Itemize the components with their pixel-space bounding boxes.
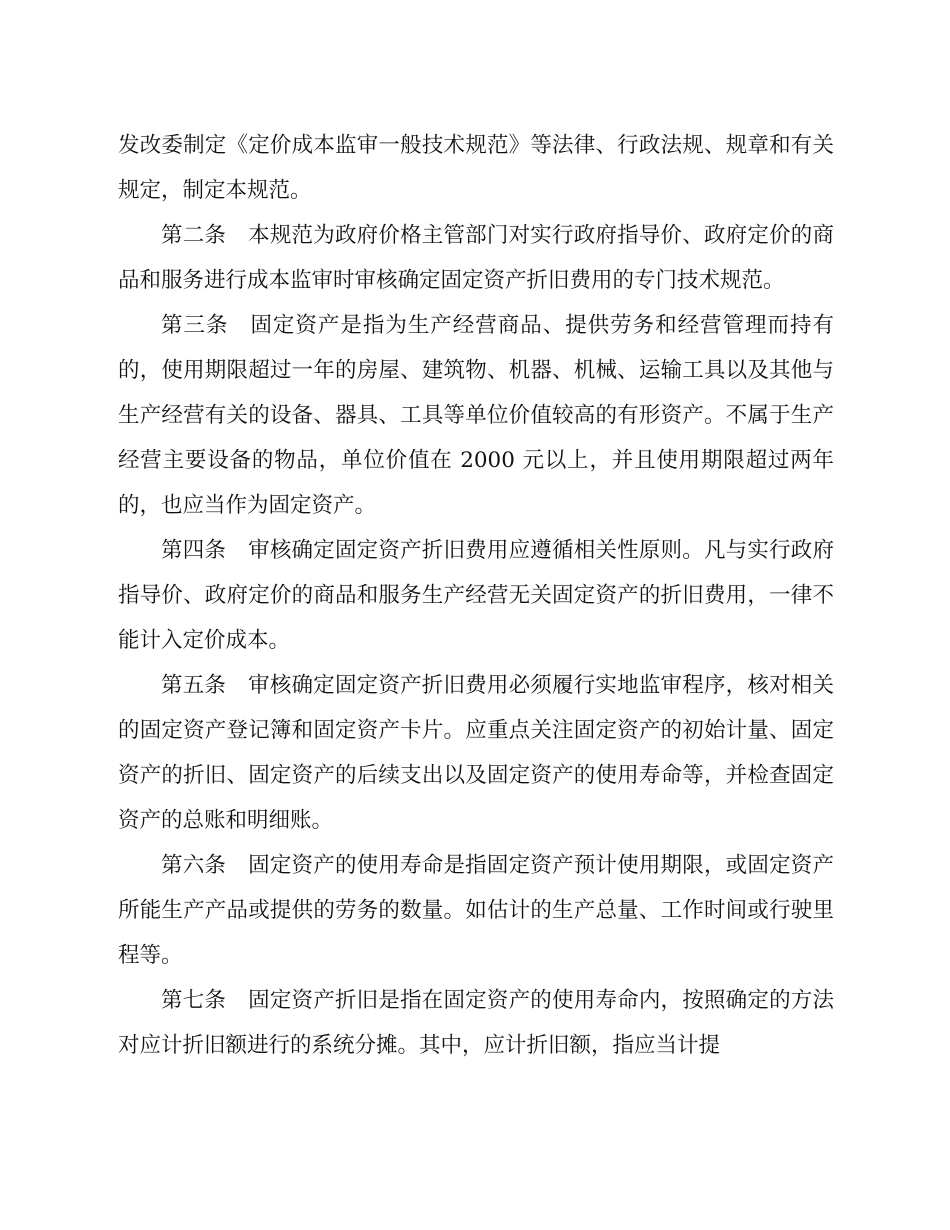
article-text: 固定资产折旧是指在固定资产的使用寿命内，按照确定的方法对应计折旧额进行的系统分摊。其中，应计折旧额，指应当计提 — [118, 988, 834, 1058]
article-6 — [118, 843, 834, 978]
article-2 — [118, 213, 834, 303]
article-5 — [118, 663, 834, 843]
article-text: 固定资产的使用寿命是指固定资产预计使用期限，或固定资产所能生产产品或提供的劳务的数量。如估计的生产总量、工作时间或行驶里程等。 — [118, 853, 834, 968]
article-number: 第六条 — [161, 853, 227, 878]
article-text: 审核确定固定资产折旧费用必须履行实地监审程序，核对相关的固定资产登记簿和固定资产卡片。应重点关注固定资产的初始计量、固定资产的折旧、固定资产的后续支出以及固定资产的使用寿命等，并检查固定资产的总账和明细账。 — [118, 673, 834, 833]
paragraph-continuation — [118, 123, 834, 213]
article-number: 第四条 — [161, 538, 227, 563]
document-body — [118, 123, 834, 1068]
article-number: 第三条 — [161, 313, 229, 338]
article-number: 第二条 — [161, 223, 227, 248]
paragraph-text: 发改委制定《定价成本监审一般技术规范》等法律、行政法规、规章和有关规定，制定本规范。 — [118, 133, 834, 203]
article-text: 本规范为政府价格主管部门对实行政府指导价、政府定价的商品和服务进行成本监审时审核确定固定资产折旧费用的专门技术规范。 — [118, 223, 834, 293]
article-text: 审核确定固定资产折旧费用应遵循相关性原则。凡与实行政府指导价、政府定价的商品和服务生产经营无关固定资产的折旧费用，一律不能计入定价成本。 — [118, 538, 834, 653]
article-number: 第五条 — [161, 673, 227, 698]
article-text: 固定资产是指为生产经营商品、提供劳务和经营管理而持有的，使用期限超过一年的房屋、建筑物、机器、机械、运输工具以及其他与生产经营有关的设备、器具、工具等单位价值较高的有形资产。不属于生产经营主要设备的物品，单位价值在 2000 元以上，并且使用期限超过两年的，也应当作为固定资产。 — [118, 313, 834, 518]
article-number: 第七条 — [161, 988, 227, 1013]
article-3 — [118, 303, 834, 528]
article-4 — [118, 528, 834, 663]
article-7 — [118, 978, 834, 1068]
